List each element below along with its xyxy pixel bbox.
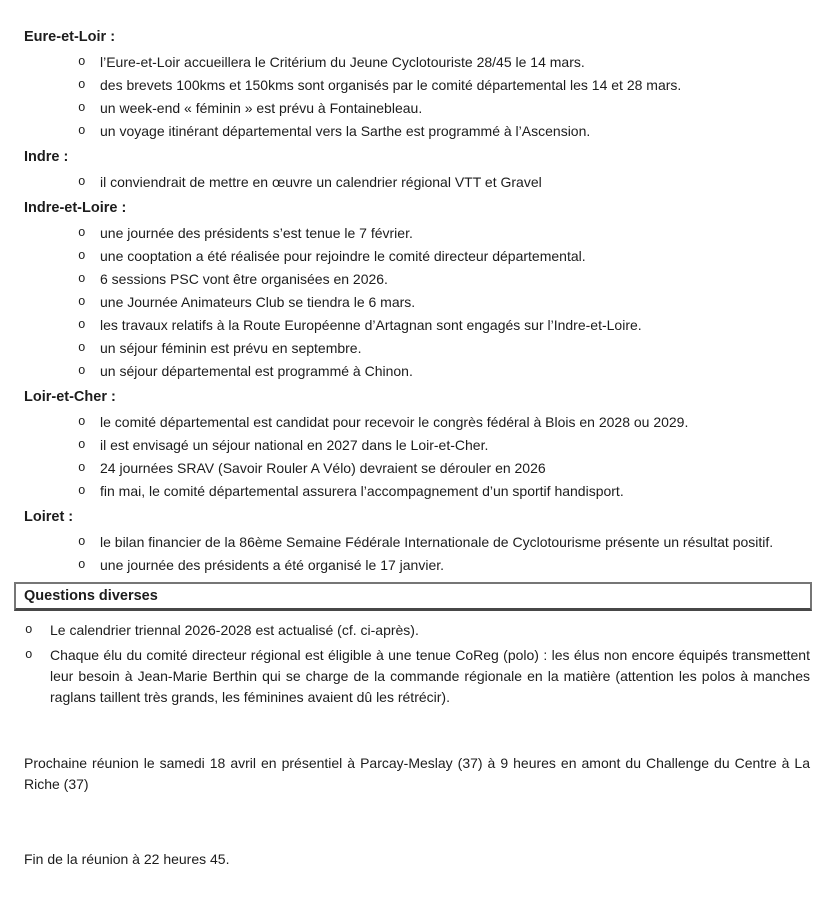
bullet-list xyxy=(24,532,810,576)
bullet-icon: o xyxy=(78,124,86,138)
list-item-text: les travaux relatifs à la Route Européenne d’Artagnan sont engagés sur l’Indre-et-Loire. xyxy=(100,317,642,333)
list-item xyxy=(24,361,810,382)
list-item-text: Le calendrier triennal 2026-2028 est actualisé (cf. ci-après). xyxy=(50,622,419,638)
bullet-icon: o xyxy=(78,226,86,240)
list-item xyxy=(24,315,810,336)
section-heading: Loir-et-Cher : xyxy=(24,389,116,405)
list-item xyxy=(24,246,810,267)
list-item-text: il conviendrait de mettre en œuvre un calendrier régional VTT et Gravel xyxy=(100,174,542,190)
bullet-icon: o xyxy=(25,648,33,662)
bullet-icon: o xyxy=(78,438,86,452)
bullet-icon: o xyxy=(78,318,86,332)
list-item-text: un séjour départemental est programmé à Chinon. xyxy=(100,363,413,379)
section-heading: Loiret : xyxy=(24,509,74,525)
questions-diverses-list xyxy=(24,620,810,708)
bullet-icon: o xyxy=(78,249,86,263)
list-item xyxy=(24,645,810,708)
bullet-icon: o xyxy=(78,364,86,378)
section-heading: Indre : xyxy=(24,149,69,165)
list-item-text: il est envisagé un séjour national en 2027 dans le Loir-et-Cher. xyxy=(100,437,489,453)
list-item xyxy=(24,532,810,553)
list-item-text: un séjour féminin est prévu en septembre. xyxy=(100,340,362,356)
bullet-icon: o xyxy=(78,295,86,309)
bullet-icon: o xyxy=(78,175,86,189)
list-item-text: un voyage itinérant départemental vers la Sarthe est programmé à l’Ascension. xyxy=(100,123,591,139)
list-item xyxy=(24,172,810,193)
bullet-list xyxy=(24,412,810,502)
bullet-list xyxy=(24,223,810,382)
end-of-meeting-note: Fin de la réunion à 22 heures 45. xyxy=(24,851,230,867)
list-item xyxy=(24,292,810,313)
list-item xyxy=(24,98,810,119)
section-heading: Eure-et-Loir : xyxy=(24,29,116,45)
list-item xyxy=(24,435,810,456)
list-item xyxy=(24,412,810,433)
list-item xyxy=(24,121,810,142)
list-item xyxy=(24,458,810,479)
bullet-icon: o xyxy=(78,558,86,572)
bullet-icon: o xyxy=(78,78,86,92)
questions-diverses-header xyxy=(14,582,812,611)
list-item xyxy=(24,75,810,96)
list-item-text: une Journée Animateurs Club se tiendra le 6 mars. xyxy=(100,294,416,310)
list-item-text: un week-end « féminin » est prévu à Fontainebleau. xyxy=(100,100,423,116)
list-item-text: l’Eure-et-Loir accueillera le Critérium du Jeune Cyclotouriste 28/45 le 14 mars. xyxy=(100,54,585,70)
bullet-icon: o xyxy=(78,415,86,429)
bullet-icon: o xyxy=(78,535,86,549)
list-item-text: Chaque élu du comité directeur régional est éligible à une tenue CoReg (polo) : les élus non encore équipés transmettent leur besoin à Jean-Marie Berthin qui se charge de la commande régionale en la matière (attention les polos à manches raglans taillent très grands, les féminines avaient dû les rétrécir). xyxy=(50,647,810,705)
list-item-text: une journée des présidents a été organisé le 17 janvier. xyxy=(100,557,445,573)
list-item-text: le bilan financier de la 86ème Semaine Fédérale Internationale de Cyclotourisme présente un résultat positif. xyxy=(100,534,774,550)
department-section xyxy=(24,27,810,142)
department-section xyxy=(24,507,810,576)
list-item-text: 24 journées SRAV (Savoir Rouler A Vélo) devraient se dérouler en 2026 xyxy=(100,460,546,476)
list-item-text: 6 sessions PSC vont être organisées en 2026. xyxy=(100,271,388,287)
list-item-text: fin mai, le comité départemental assurera l’accompagnement d’un sportif handisport. xyxy=(100,483,624,499)
list-item-text: le comité départemental est candidat pour recevoir le congrès fédéral à Blois en 2028 ou 2029. xyxy=(100,414,689,430)
list-item xyxy=(24,338,810,359)
list-item-text: une journée des présidents s’est tenue le 7 février. xyxy=(100,225,413,241)
bullet-icon: o xyxy=(25,623,33,637)
bullet-list xyxy=(24,172,810,193)
bullet-icon: o xyxy=(78,101,86,115)
bullet-icon: o xyxy=(78,55,86,69)
bullet-icon: o xyxy=(78,461,86,475)
list-item xyxy=(24,52,810,73)
list-item-text: une cooptation a été réalisée pour rejoindre le comité directeur départemental. xyxy=(100,248,586,264)
list-item xyxy=(24,223,810,244)
bullet-icon: o xyxy=(78,272,86,286)
list-item xyxy=(24,269,810,290)
list-item xyxy=(24,620,810,641)
bullet-list xyxy=(24,52,810,142)
department-section xyxy=(24,147,810,193)
list-item xyxy=(24,555,810,576)
bullet-icon: o xyxy=(78,484,86,498)
bullet-icon: o xyxy=(78,341,86,355)
list-item-text: des brevets 100kms et 150kms sont organisés par le comité départemental les 14 et 28 mars. xyxy=(100,77,682,93)
next-meeting-note: Prochaine réunion le samedi 18 avril en présentiel à Parcay-Meslay (37) à 9 heures en amont du Challenge du Centre à La Riche (37) xyxy=(24,755,810,792)
department-section xyxy=(24,198,810,382)
section-heading: Indre-et-Loire : xyxy=(24,200,127,216)
department-sections xyxy=(24,27,810,576)
department-section xyxy=(24,387,810,502)
list-item xyxy=(24,481,810,502)
questions-diverses-title: Questions diverses xyxy=(24,588,158,604)
